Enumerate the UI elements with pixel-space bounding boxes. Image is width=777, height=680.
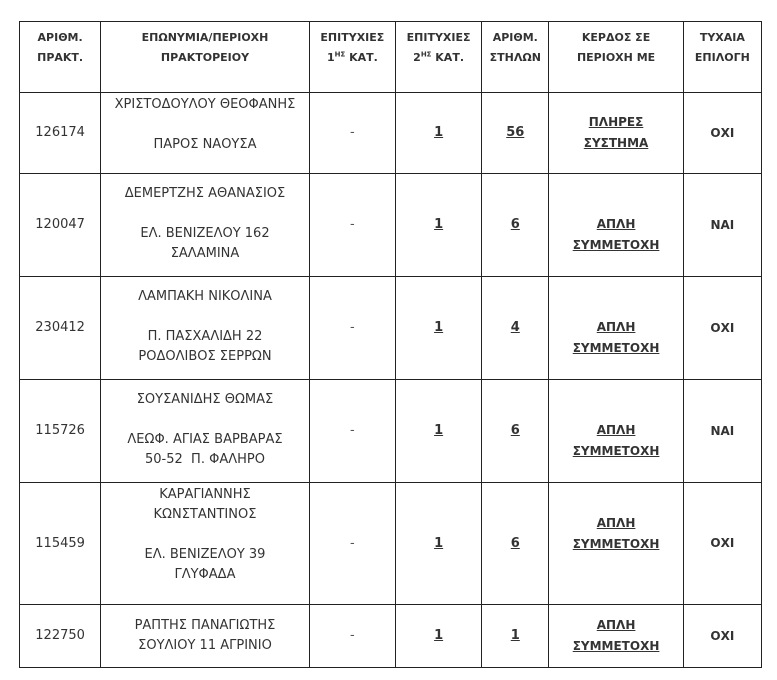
agent-name-cell: ΧΡΙΣΤΟΔΟΥΛΟΥ ΘΕΟΦΑΝΗΣ ΠΑΡΟΣ ΝΑΟΥΣΑ	[101, 93, 310, 174]
columns-cell[interactable]	[482, 483, 549, 605]
columns-cell[interactable]	[482, 277, 549, 380]
results-table	[19, 21, 762, 668]
columns-cell[interactable]	[482, 380, 549, 483]
gain-cell[interactable]	[549, 483, 683, 605]
second-category-cell[interactable]	[395, 174, 481, 277]
header-random: ΤΥΧΑΙΑ ΕΠΙΛΟΓΗ	[683, 22, 761, 93]
gain-link[interactable]: ΑΠΛΗ ΣΥΜΜΕΤΟΧΗ	[572, 217, 660, 252]
agent-id-cell: 230412	[20, 277, 101, 380]
columns-link[interactable]: 6	[510, 423, 520, 438]
table-row	[20, 174, 762, 277]
table-row	[20, 380, 762, 483]
first-category-cell: -	[309, 174, 395, 277]
first-category-cell: -	[309, 380, 395, 483]
random-cell: ΟΧΙ	[683, 93, 761, 174]
second-category-link[interactable]: 1	[434, 423, 444, 438]
agent-id-cell: 126174	[20, 93, 101, 174]
table-row	[20, 93, 762, 174]
agent-name-cell: ΛΑΜΠΑΚΗ ΝΙΚΟΛΙΝΑ Π. ΠΑΣΧΑΛΙΔΗ 22 ΡΟΔΟΛΙΒΟΣ ΣΕΡΡΩΝ	[101, 277, 310, 380]
agent-name-cell: ΔΕΜΕΡΤΖΗΣ ΑΘΑΝΑΣΙΟΣ ΕΛ. ΒΕΝΙΖΕΛΟΥ 162 ΣΑΛΑΜΙΝΑ	[101, 174, 310, 277]
columns-link[interactable]: 56	[506, 125, 525, 140]
second-category-link[interactable]: 1	[434, 535, 444, 551]
second-category-link[interactable]: 1	[434, 320, 444, 335]
first-category-cell: -	[309, 93, 395, 174]
header-columns: ΑΡΙΘΜ. ΣΤΗΛΩΝ	[482, 22, 549, 93]
gain-cell[interactable]	[549, 380, 683, 483]
gain-link[interactable]: ΑΠΛΗ ΣΥΜΜΕΤΟΧΗ	[572, 618, 660, 653]
random-cell: ΝΑΙ	[683, 380, 761, 483]
columns-cell[interactable]	[482, 174, 549, 277]
columns-cell[interactable]	[482, 605, 549, 668]
random-cell: ΝΑΙ	[683, 174, 761, 277]
second-category-cell[interactable]	[395, 605, 481, 668]
columns-cell[interactable]	[482, 93, 549, 174]
agent-name-cell: ΚΑΡΑΓΙΑΝΝΗΣ ΚΩΝΣΤΑΝΤΙΝΟΣ ΕΛ. ΒΕΝΙΖΕΛΟΥ 39 ΓΛΥΦΑΔΑ	[101, 483, 310, 605]
second-category-cell[interactable]	[395, 380, 481, 483]
agent-id-cell: 115459	[20, 483, 101, 605]
header-second-category: ΕΠΙΤΥΧΙΕΣ $2^{H\Sigma}$ ΚΑΤ.	[395, 22, 481, 93]
random-cell: ΟΧΙ	[683, 277, 761, 380]
agent-id-cell: 120047	[20, 174, 101, 277]
columns-link[interactable]: 6	[510, 535, 520, 551]
first-category-cell: -	[309, 277, 395, 380]
table-row	[20, 277, 762, 380]
agent-id-cell: 122750	[20, 605, 101, 668]
gain-cell[interactable]	[549, 277, 683, 380]
agent-name-cell: ΡΑΠΤΗΣ ΠΑΝΑΓΙΩΤΗΣ ΣΟΥΛΙΟΥ 11 ΑΓΡΙΝΙΟ	[101, 605, 310, 668]
second-category-link[interactable]: 1	[434, 217, 444, 232]
first-category-cell: -	[309, 483, 395, 605]
columns-link[interactable]: 6	[510, 217, 520, 232]
random-cell: ΟΧΙ	[683, 605, 761, 668]
second-category-cell[interactable]	[395, 483, 481, 605]
gain-cell[interactable]	[549, 605, 683, 668]
gain-cell[interactable]	[549, 93, 683, 174]
header-gain: ΚΕΡΔΟΣ ΣΕ ΠΕΡΙΟΧΗ ΜΕ	[549, 22, 683, 93]
table-row	[20, 483, 762, 605]
gain-link[interactable]: ΠΛΗΡΕΣ ΣΥΣΤΗΜΑ	[583, 115, 649, 150]
gain-link[interactable]: ΑΠΛΗ ΣΥΜΜΕΤΟΧΗ	[572, 320, 660, 355]
header-row	[20, 22, 762, 93]
first-category-cell: -	[309, 605, 395, 668]
header-agent-name: ΕΠΩΝΥΜΙΑ/ΠΕΡΙΟΧΗ ΠΡΑΚΤΟΡΕΙΟΥ	[101, 22, 310, 93]
gain-link[interactable]: ΑΠΛΗ ΣΥΜΜΕΤΟΧΗ	[572, 423, 660, 458]
columns-link[interactable]: 4	[510, 320, 520, 335]
agent-id-cell: 115726	[20, 380, 101, 483]
agent-name-cell: ΣΟΥΣΑΝΙΔΗΣ ΘΩΜΑΣ ΛΕΩΦ. ΑΓΙΑΣ ΒΑΡΒΑΡΑΣ 50-52 Π. ΦΑΛΗΡΟ	[101, 380, 310, 483]
second-category-link[interactable]: 1	[434, 125, 444, 140]
random-cell: ΟΧΙ	[683, 483, 761, 605]
header-agent-id: ΑΡΙΘΜ. ΠΡΑΚΤ.	[20, 22, 101, 93]
second-category-cell[interactable]	[395, 93, 481, 174]
gain-link[interactable]: ΑΠΛΗ ΣΥΜΜΕΤΟΧΗ	[572, 516, 660, 551]
header-first-category: ΕΠΙΤΥΧΙΕΣ $1^{H\Sigma}$ ΚΑΤ.	[309, 22, 395, 93]
second-category-cell[interactable]	[395, 277, 481, 380]
columns-link[interactable]: 1	[510, 628, 520, 643]
second-category-link[interactable]: 1	[434, 628, 444, 643]
gain-cell[interactable]	[549, 174, 683, 277]
table-row	[20, 605, 762, 668]
